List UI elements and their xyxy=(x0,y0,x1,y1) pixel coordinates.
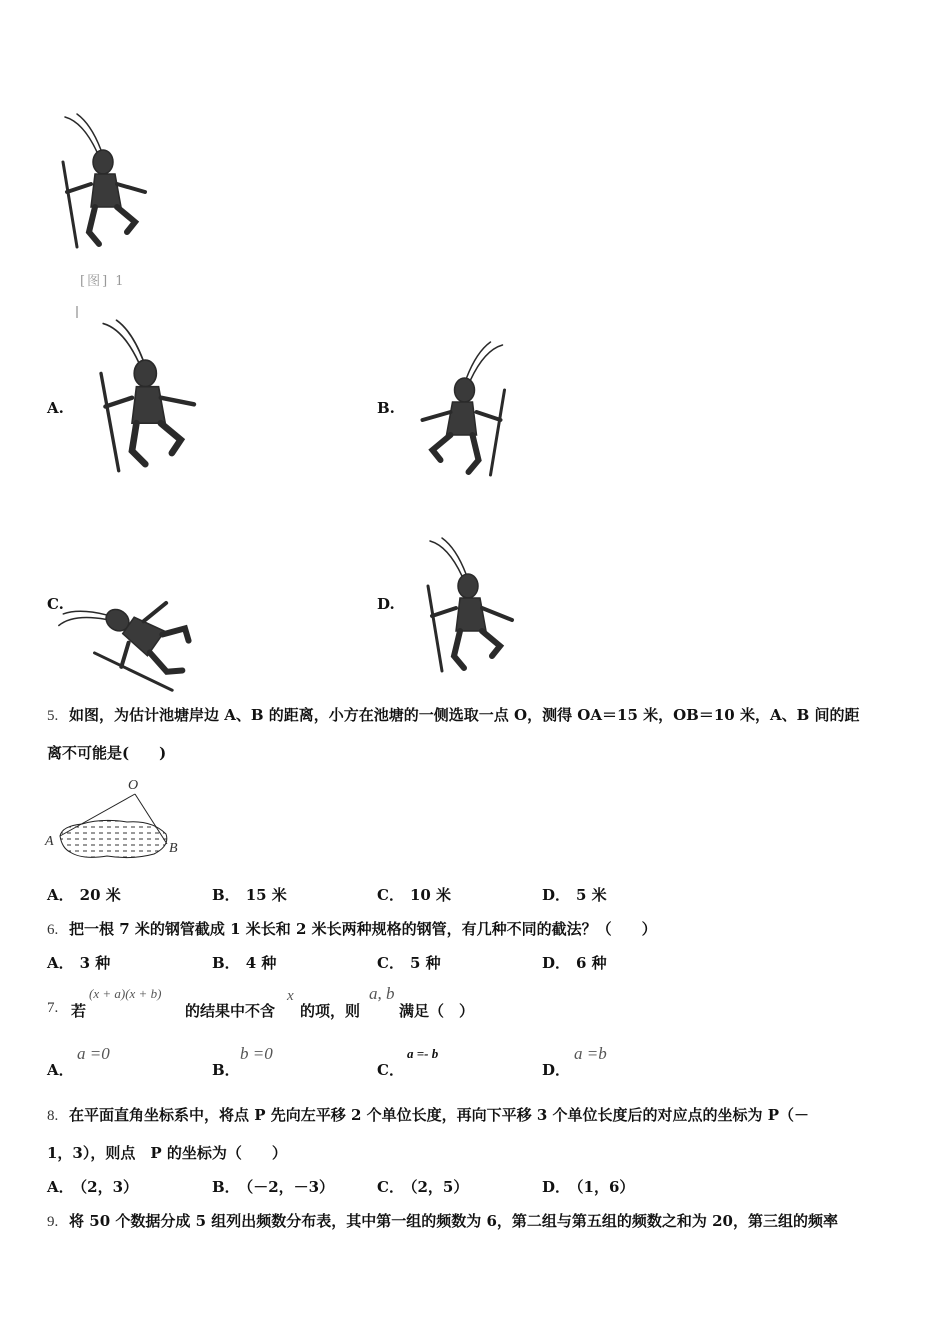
figure-caption: [图] 1 xyxy=(80,274,126,289)
q4-option-a-image[interactable] xyxy=(90,318,205,473)
divider-mark xyxy=(76,306,78,318)
q5-text-1: 如图，为估计池塘岸边 A、B 的距离，小方在池塘的一侧选取一点 O，测得 OA＝15 米，OB＝10 米，A、B 间的距 xyxy=(69,706,860,724)
q8-option-c[interactable]: C． （2，5） xyxy=(377,1178,469,1196)
q7-stem: 7. 若 (x + a)(x + b) 的结果中不含 x 的项，则 a, b 满足（ ） xyxy=(47,984,475,1020)
q8-stem-line1: 8. 在平面直角坐标系中，将点 P 先向左平移 2 个单位长度，再向下平移 3 个单位长度后的对应点的坐标为 P（－ xyxy=(47,1106,810,1124)
q4-option-c-label[interactable]: C. xyxy=(47,595,64,613)
q5-option-a[interactable]: A． 20 米 xyxy=(47,886,121,904)
q4-option-b-image[interactable] xyxy=(410,340,515,480)
q9-stem: 9. 将 50 个数据分成 5 组列出频数分布表，其中第一组的频数为 6，第二组与第五组的频数之和为 20，第三组的频率 xyxy=(47,1212,838,1230)
q5-option-b[interactable]: B． 15 米 xyxy=(212,886,287,904)
q7-option-c[interactable]: C． a =- b xyxy=(377,1046,439,1079)
point-o-label: O xyxy=(128,778,139,793)
q7-expression: (x + a)(x + b) xyxy=(89,986,162,1001)
q5-option-d[interactable]: D． 5 米 xyxy=(542,886,607,904)
figure-1-monkey-image xyxy=(55,112,155,252)
q4-option-d-image[interactable] xyxy=(420,536,520,676)
q8-option-d[interactable]: D． （1，6） xyxy=(542,1178,635,1196)
q4-option-a-label[interactable]: A. xyxy=(47,399,64,417)
q8-option-a[interactable]: A． （2，3） xyxy=(47,1178,139,1196)
q6-stem: 6. 把一根 7 米的钢管截成 1 米长和 2 米长两种规格的钢管，有几种不同的截法？（ ） xyxy=(47,920,657,938)
q8-option-b[interactable]: B． （－2，－3） xyxy=(212,1178,335,1196)
q8-stem-line2: 1，3），则点 P 的坐标为（ ） xyxy=(47,1144,287,1162)
q7-option-b[interactable]: B． b =0 xyxy=(212,1044,273,1079)
q7-option-a[interactable]: A． a =0 xyxy=(47,1044,110,1079)
q6-option-b[interactable]: B． 4 种 xyxy=(212,954,277,972)
q4-option-b-label[interactable]: B. xyxy=(377,399,395,417)
q5-stem-line1 xyxy=(47,704,910,725)
point-a-label: A xyxy=(45,834,54,849)
q7-option-d[interactable]: D． a =b xyxy=(542,1044,607,1079)
q4-option-c-image[interactable] xyxy=(75,560,205,685)
point-b-label: B xyxy=(169,841,178,856)
q5-number: 5. xyxy=(47,708,59,724)
q6-option-c[interactable]: C． 5 种 xyxy=(377,954,441,972)
q5-option-c[interactable]: C． 10 米 xyxy=(377,886,452,904)
q6-option-d[interactable]: D． 6 种 xyxy=(542,954,607,972)
pond-diagram xyxy=(42,776,187,866)
q6-option-a[interactable]: A． 3 种 xyxy=(47,954,111,972)
q5-stem-line2: 离不可能是( ) xyxy=(47,744,167,762)
q4-option-d-label[interactable]: D. xyxy=(377,595,395,613)
